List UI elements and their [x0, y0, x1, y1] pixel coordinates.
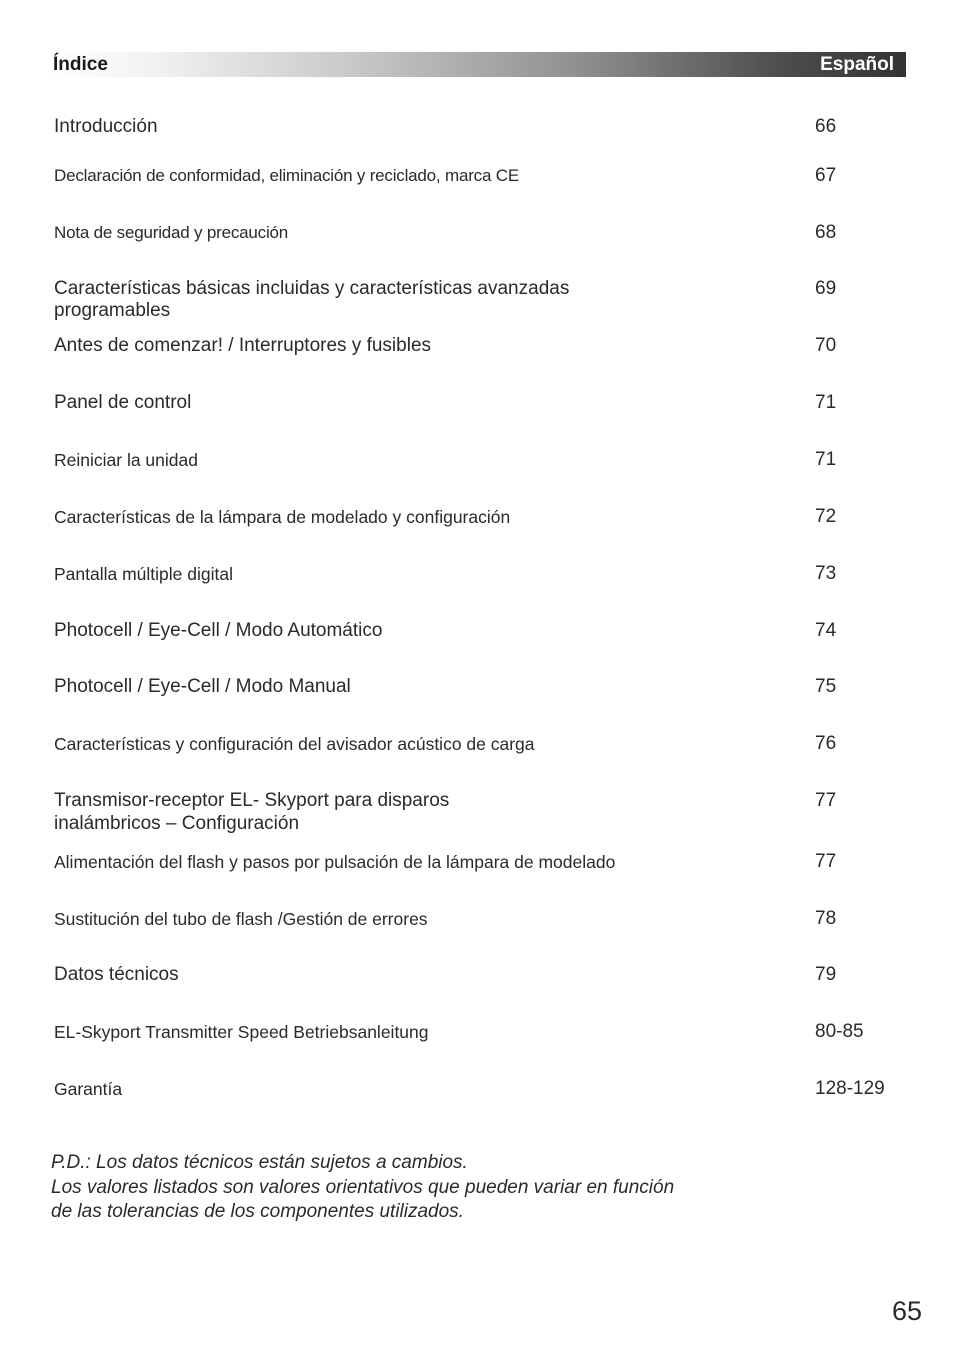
toc-entry-title: Introducción: [54, 116, 158, 137]
toc-entry-page: 67: [815, 165, 837, 186]
disclaimer-note: [51, 1151, 674, 1225]
toc-entry-page: 80-85: [815, 1021, 864, 1042]
toc-entry-title: Pantalla múltiple digital: [54, 564, 233, 584]
toc-entry-page: 66: [815, 116, 837, 137]
toc-entry-page: 70: [815, 335, 837, 356]
toc-entry-title-line2: inalámbricos – Configuración: [54, 813, 300, 834]
disclaimer-line: de las tolerancias de los componentes utilizados.: [51, 1201, 464, 1222]
section-title: Índice: [53, 54, 108, 75]
toc-entry-title: Transmisor-receptor EL- Skyport para disparos: [54, 790, 450, 811]
language-label: Español: [820, 54, 894, 75]
toc-entry-page: 69: [815, 278, 837, 299]
toc-entry-page: 72: [815, 506, 837, 527]
toc-entry-page: 77: [815, 851, 837, 872]
toc-entry-page: 128-129: [815, 1078, 885, 1099]
toc-entry-title: Características básicas incluidas y características avanzadas: [54, 278, 570, 299]
toc-entry-title: Alimentación del flash y pasos por pulsación de la lámpara de modelado: [54, 852, 616, 872]
section-header-bar: [50, 52, 906, 77]
toc-entry-page: 78: [815, 908, 837, 929]
disclaimer-line: P.D.: Los datos técnicos están sujetos a cambios.: [51, 1152, 468, 1173]
toc-entry-title: Antes de comenzar! / Interruptores y fusibles: [54, 335, 432, 356]
toc-entry-page: 71: [815, 449, 837, 470]
toc-entry-page: 68: [815, 222, 837, 243]
toc-entry-page: 76: [815, 733, 837, 754]
toc-entry-title: EL-Skyport Transmitter Speed Betriebsanleitung: [54, 1022, 429, 1042]
toc-entry-title-line2: programables: [54, 300, 171, 321]
toc-entry-page: 71: [815, 392, 837, 413]
toc-entry-page: 79: [815, 964, 837, 985]
toc-entry-title: Sustitución del tubo de flash /Gestión de errores: [54, 909, 428, 929]
disclaimer-line: Los valores listados son valores orientativos que pueden variar en función: [51, 1176, 675, 1198]
toc-entry-title: Panel de control: [54, 392, 192, 413]
toc-entry-page: 77: [815, 790, 837, 811]
toc-entry-page: 74: [815, 620, 837, 641]
toc-entry-title: Nota de seguridad y precaución: [54, 223, 289, 242]
toc-entry-title: Photocell / Eye-Cell / Modo Manual: [54, 676, 351, 697]
toc-entry-title: Photocell / Eye-Cell / Modo Automático: [54, 620, 383, 641]
toc-entry-title: Reiniciar la unidad: [54, 450, 198, 470]
toc-entry-title: Garantía: [54, 1079, 123, 1099]
toc-entry-title: Características y configuración del avisador acústico de carga: [54, 734, 535, 754]
toc-entry-page: 73: [815, 563, 837, 584]
toc-entry-title: Datos técnicos: [54, 964, 179, 985]
toc-entry-title: Características de la lámpara de modelado y configuración: [54, 507, 511, 527]
page-number: 65: [891, 1296, 922, 1326]
toc-entry-page: 75: [815, 676, 837, 697]
toc-entry-title: Declaración de conformidad, eliminación y reciclado, marca CE: [54, 166, 519, 185]
